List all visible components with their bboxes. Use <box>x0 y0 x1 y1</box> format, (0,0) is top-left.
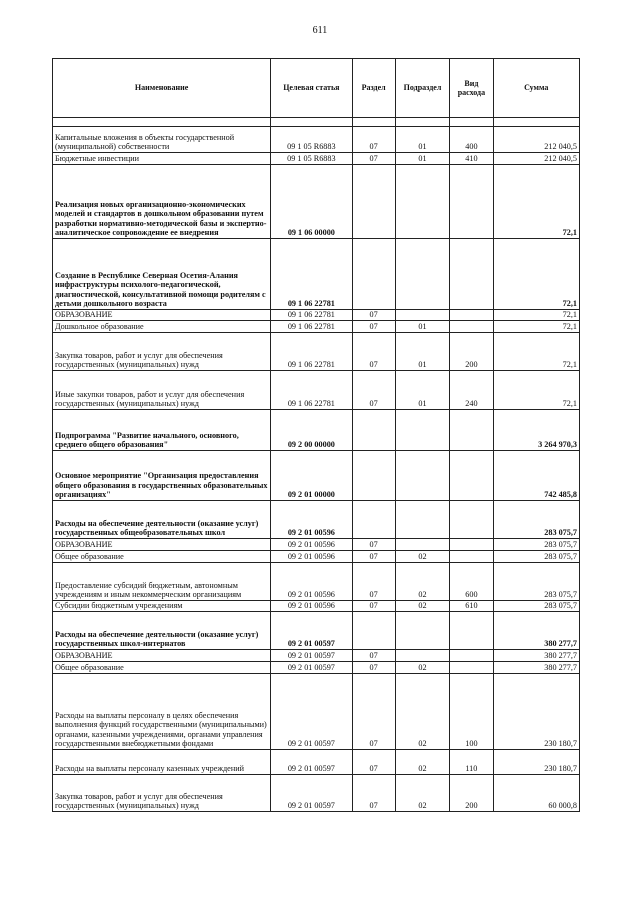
cell-section: 07 <box>352 750 395 775</box>
cell-target-article: 09 1 06 22781 <box>271 333 352 371</box>
cell-name: Расходы на выплаты персоналу в целях обеспечения выполнения функций государственными (муниципальными) органами, казенными учреждениями, органами управления государственными внебюджетными фондами <box>53 674 271 750</box>
table-row <box>53 612 580 650</box>
cell-section: 07 <box>352 662 395 674</box>
cell-expense-kind: 240 <box>450 371 493 410</box>
cell-section: 07 <box>352 333 395 371</box>
cell-sum: 283 075,7 <box>493 539 580 551</box>
cell-sum: 283 075,7 <box>493 601 580 612</box>
cell-sum: 283 075,7 <box>493 563 580 601</box>
header-sum: Сумма <box>493 59 580 118</box>
cell-target-article: 09 1 06 22781 <box>271 310 352 321</box>
cell-sum: 60 000,8 <box>493 775 580 812</box>
cell-subsection <box>395 501 450 539</box>
cell-name: Капитальные вложения в объекты государственной (муниципальной) собственности <box>53 127 271 153</box>
cell-subsection: 02 <box>395 662 450 674</box>
cell-section <box>352 501 395 539</box>
table-row <box>53 451 580 501</box>
cell-sum: 380 277,7 <box>493 650 580 662</box>
table-row <box>53 333 580 371</box>
cell-name: Закупка товаров, работ и услуг для обеспечения государственных (муниципальных) нужд <box>53 333 271 371</box>
cell-name: Реализация новых организационно-экономических моделей и стандартов в дошкольном образовании путем разработки нормативно-методической базы и экспертно-аналитическое сопровождение ее внедрения <box>53 165 271 239</box>
cell-target-article: 09 2 01 00597 <box>271 662 352 674</box>
table-row <box>53 310 580 321</box>
cell-target-article: 09 1 05 R6883 <box>271 153 352 165</box>
cell-section: 07 <box>352 674 395 750</box>
cell-name: Расходы на обеспечение деятельности (оказание услуг) государственных общеобразовательных школ <box>53 501 271 539</box>
cell-subsection: 02 <box>395 551 450 563</box>
cell-sum: 72,1 <box>493 165 580 239</box>
cell-section <box>352 410 395 451</box>
cell-subsection: 02 <box>395 775 450 812</box>
cell-expense-kind: 100 <box>450 674 493 750</box>
cell-section: 07 <box>352 153 395 165</box>
cell-subsection: 01 <box>395 153 450 165</box>
cell-section: 07 <box>352 127 395 153</box>
cell-subsection: 01 <box>395 127 450 153</box>
cell-expense-kind <box>450 551 493 563</box>
table-row <box>53 239 580 310</box>
cell-sum: 3 264 970,3 <box>493 410 580 451</box>
cell-target-article: 09 2 01 00596 <box>271 551 352 563</box>
table-row <box>53 410 580 451</box>
cell-subsection: 02 <box>395 750 450 775</box>
cell-sum: 380 277,7 <box>493 612 580 650</box>
cell-target-article: 09 2 01 00596 <box>271 501 352 539</box>
cell-name: Создание в Республике Северная Осетия-Алания инфраструктуры психолого-педагогической, диагностической, консультативной помощи родителям с детьми дошкольного возраста <box>53 239 271 310</box>
cell-expense-kind: 200 <box>450 775 493 812</box>
header-expense-kind: Вид расхода <box>450 59 493 118</box>
cell-expense-kind <box>450 410 493 451</box>
cell-section: 07 <box>352 310 395 321</box>
cell-section: 07 <box>352 650 395 662</box>
cell-section <box>352 612 395 650</box>
header-subsection: Подраздел <box>395 59 450 118</box>
cell-subsection <box>395 451 450 501</box>
cell-expense-kind: 600 <box>450 563 493 601</box>
cell-sum: 380 277,7 <box>493 662 580 674</box>
table-row <box>53 650 580 662</box>
table-row <box>53 750 580 775</box>
cell-sum: 72,1 <box>493 239 580 310</box>
table-row <box>53 539 580 551</box>
cell-expense-kind <box>450 451 493 501</box>
header-target-article: Целевая статья <box>271 59 352 118</box>
cell-target-article: 09 2 01 00597 <box>271 750 352 775</box>
cell-sum: 230 180,7 <box>493 750 580 775</box>
cell-name: Общее образование <box>53 551 271 563</box>
table-body <box>53 118 580 812</box>
table-row <box>53 153 580 165</box>
cell-sum: 283 075,7 <box>493 501 580 539</box>
cell-sum: 283 075,7 <box>493 551 580 563</box>
cell-name: Иные закупки товаров, работ и услуг для обеспечения государственных (муниципальных) нужд <box>53 371 271 410</box>
cell-expense-kind: 110 <box>450 750 493 775</box>
header-name: Наименование <box>53 59 271 118</box>
cell-section: 07 <box>352 551 395 563</box>
cell-name: Субсидии бюджетным учреждениям <box>53 601 271 612</box>
cell-subsection: 01 <box>395 333 450 371</box>
table-row <box>53 662 580 674</box>
cell-target-article: 09 1 06 22781 <box>271 321 352 333</box>
cell-sum: 72,1 <box>493 333 580 371</box>
cell-target-article: 09 2 00 00000 <box>271 410 352 451</box>
cell-subsection <box>395 612 450 650</box>
cell-subsection: 01 <box>395 371 450 410</box>
cell-expense-kind <box>450 539 493 551</box>
table-row <box>53 165 580 239</box>
cell-sum: 212 040,5 <box>493 127 580 153</box>
cell-name: Общее образование <box>53 662 271 674</box>
cell-section: 07 <box>352 539 395 551</box>
cell-sum: 72,1 <box>493 371 580 410</box>
cell-name: Закупка товаров, работ и услуг для обеспечения государственных (муниципальных) нужд <box>53 775 271 812</box>
table-row <box>53 501 580 539</box>
cell-expense-kind <box>450 612 493 650</box>
cell-name: ОБРАЗОВАНИЕ <box>53 310 271 321</box>
cell-section <box>352 451 395 501</box>
cell-subsection <box>395 539 450 551</box>
cell-name: ОБРАЗОВАНИЕ <box>53 650 271 662</box>
cell-section: 07 <box>352 371 395 410</box>
table-row <box>53 551 580 563</box>
cell-section: 07 <box>352 601 395 612</box>
cell-sum: 212 040,5 <box>493 153 580 165</box>
cell-name: Расходы на обеспечение деятельности (оказание услуг) государственных школ-интернатов <box>53 612 271 650</box>
cell-name: Подпрограмма "Развитие начального, основного, среднего общего образования" <box>53 410 271 451</box>
table-header-row <box>53 59 580 118</box>
cell-name: Предоставление субсидий бюджетным, автономным учреждениям и иным некоммерческим организациям <box>53 563 271 601</box>
cell-section: 07 <box>352 563 395 601</box>
cell-sum: 230 180,7 <box>493 674 580 750</box>
cell-sum: 742 485,8 <box>493 451 580 501</box>
header-section: Раздел <box>352 59 395 118</box>
table-row <box>53 371 580 410</box>
cell-section <box>352 239 395 310</box>
cell-target-article: 09 2 01 00596 <box>271 563 352 601</box>
cell-name: ОБРАЗОВАНИЕ <box>53 539 271 551</box>
cell-target-article: 09 1 06 22781 <box>271 239 352 310</box>
cell-name: Расходы на выплаты персоналу казенных учреждений <box>53 750 271 775</box>
cell-section <box>352 165 395 239</box>
header-spacer-row <box>53 118 580 127</box>
cell-expense-kind <box>450 239 493 310</box>
budget-table <box>52 58 580 812</box>
cell-sum: 72,1 <box>493 310 580 321</box>
cell-target-article: 09 2 01 00597 <box>271 612 352 650</box>
cell-subsection <box>395 650 450 662</box>
cell-name: Дошкольное образование <box>53 321 271 333</box>
cell-expense-kind <box>450 501 493 539</box>
cell-target-article: 09 2 01 00597 <box>271 674 352 750</box>
table-row <box>53 127 580 153</box>
cell-target-article: 09 2 01 00596 <box>271 601 352 612</box>
table-row <box>53 321 580 333</box>
table-row <box>53 775 580 812</box>
cell-expense-kind <box>450 321 493 333</box>
cell-target-article: 09 1 05 R6883 <box>271 127 352 153</box>
cell-target-article: 09 2 01 00000 <box>271 451 352 501</box>
page-number: 611 <box>312 25 328 36</box>
cell-expense-kind: 200 <box>450 333 493 371</box>
cell-target-article: 09 2 01 00597 <box>271 650 352 662</box>
cell-sum: 72,1 <box>493 321 580 333</box>
cell-subsection: 01 <box>395 321 450 333</box>
cell-target-article: 09 1 06 00000 <box>271 165 352 239</box>
cell-expense-kind <box>450 165 493 239</box>
cell-expense-kind <box>450 650 493 662</box>
cell-expense-kind: 610 <box>450 601 493 612</box>
cell-target-article: 09 2 01 00597 <box>271 775 352 812</box>
table-row <box>53 601 580 612</box>
cell-expense-kind: 410 <box>450 153 493 165</box>
cell-subsection: 02 <box>395 563 450 601</box>
cell-expense-kind <box>450 310 493 321</box>
cell-section: 07 <box>352 775 395 812</box>
cell-subsection <box>395 165 450 239</box>
cell-subsection: 02 <box>395 601 450 612</box>
cell-target-article: 09 1 06 22781 <box>271 371 352 410</box>
cell-name: Основное мероприятие "Организация предоставления общего образования в государственных образовательных организациях" <box>53 451 271 501</box>
cell-subsection <box>395 310 450 321</box>
cell-subsection <box>395 239 450 310</box>
cell-expense-kind: 400 <box>450 127 493 153</box>
cell-subsection <box>395 410 450 451</box>
table-row <box>53 563 580 601</box>
cell-expense-kind <box>450 662 493 674</box>
cell-section: 07 <box>352 321 395 333</box>
cell-target-article: 09 2 01 00596 <box>271 539 352 551</box>
table-row <box>53 674 580 750</box>
cell-subsection: 02 <box>395 674 450 750</box>
cell-name: Бюджетные инвестиции <box>53 153 271 165</box>
